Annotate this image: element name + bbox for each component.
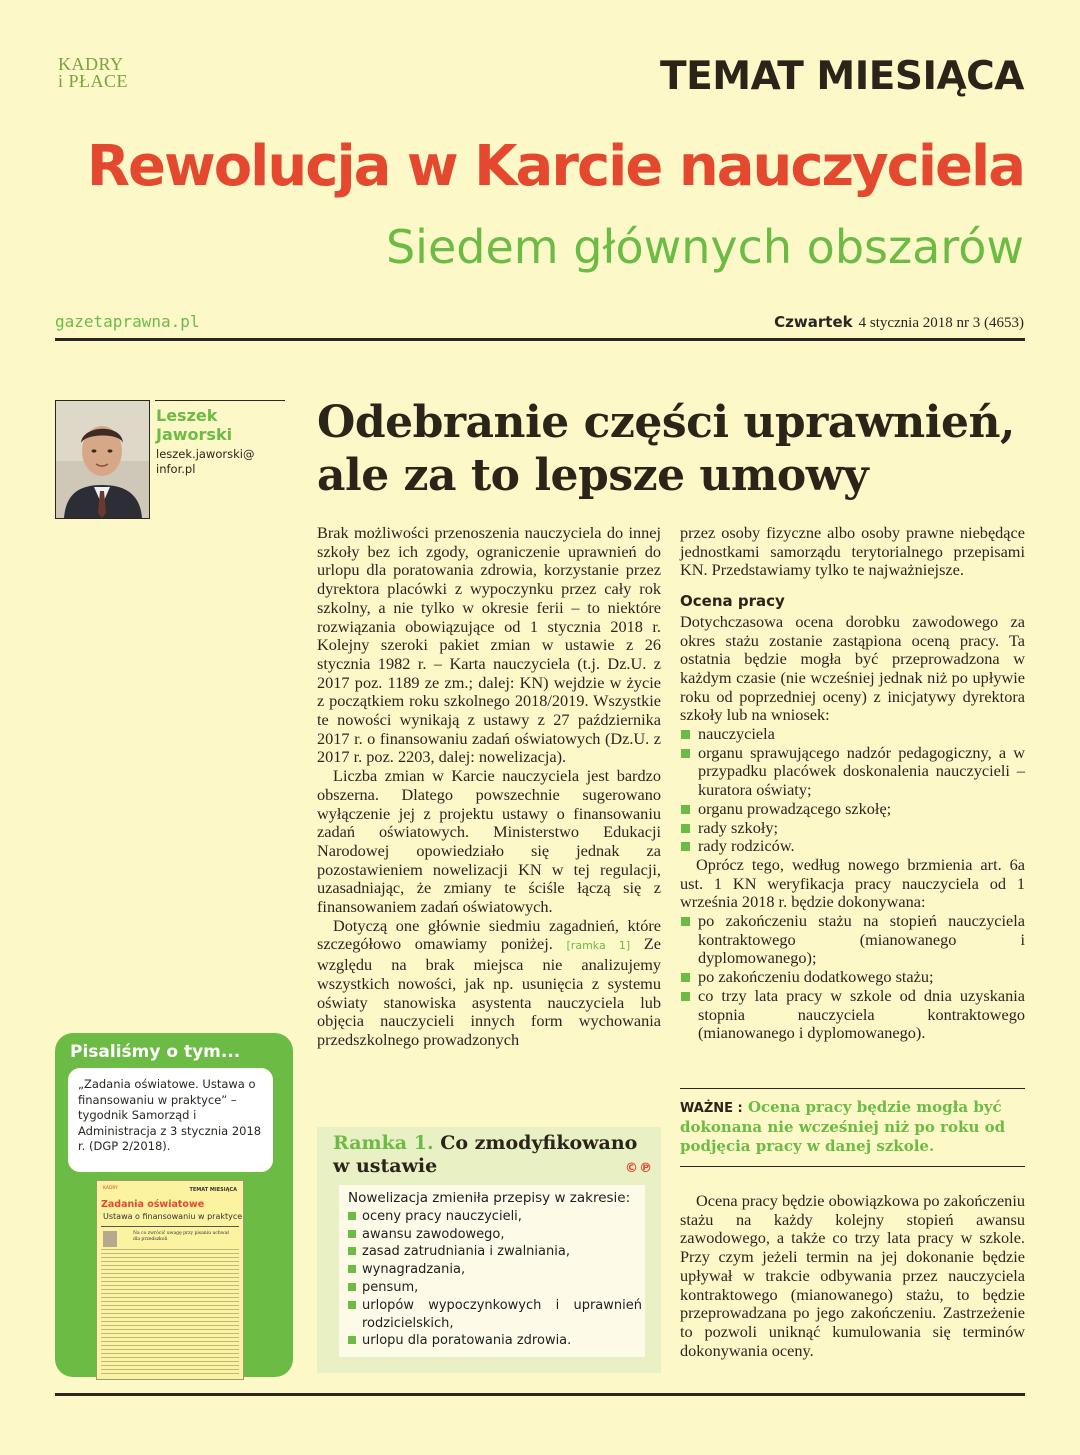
- info-box-heading: Co zmodyfikowano w ustawie: [333, 1132, 638, 1177]
- issue-day: Czwartek: [774, 313, 853, 331]
- issue-dateline: [774, 313, 1024, 332]
- info-box-lead: Nowelizacja zmieniła przepisy w zakresie:: [348, 1190, 631, 1206]
- paragraph-text: Ze względu na brak miejsca nie analizujemy wszystkich nowości, jak np. usunięcia z systemu oświaty stanowiska asystenta nauczyciela lub objęcia nauczycieli innych form wychowania przedszkolnego prowadzonych: [317, 934, 661, 1049]
- logo-line-1: KADRY: [58, 54, 124, 74]
- list-item: organu sprawującego nadzór pedagogiczny, a w przypadku placówek doskonalenia nauczycieli – kuratora oświaty;: [680, 744, 1025, 800]
- list-item: zasad zatrudniania i zwalniania,: [348, 1243, 642, 1261]
- thumbnail-title: Zadania oświatowe: [101, 1199, 205, 1210]
- callout-divider-top: [680, 1088, 1025, 1089]
- author-email[interactable]: [156, 447, 286, 477]
- author-name: [156, 406, 286, 444]
- list-item: rady szkoły;: [680, 819, 1025, 838]
- list-item: rady rodziców.: [680, 837, 1025, 856]
- author-email-line-1: leszek.jaworski@: [156, 447, 255, 461]
- bullet-list: [680, 912, 1025, 1043]
- list-item: nauczyciela: [680, 725, 1025, 744]
- section-heading: Ocena pracy: [680, 592, 785, 611]
- callout-text: Ocena pracy będzie mogła być dokonana nie wcześniej niż po roku od podjęcia pracy w danej szkole.: [680, 1098, 1006, 1155]
- box-reference-link[interactable]: [ramka 1]: [566, 939, 631, 953]
- author-portrait-icon: [56, 401, 149, 518]
- related-article-thumbnail[interactable]: [96, 1180, 244, 1380]
- author-photo: [55, 400, 150, 519]
- author-first-name: Leszek: [156, 406, 218, 425]
- paragraph: [317, 917, 661, 1050]
- issue-date: 4 stycznia 2018 nr 3 (4653): [858, 315, 1024, 331]
- paragraph: Liczba zmian w Karcie nauczyciela jest bardzo obszerna. Dlatego powszechnie sugerowano wyłączenie jej z projektu ustawy o finansowaniu zadań oświatowych. Ministerstwo Edukacji Narodowej opowiedziało się jednak za pozostawieniem nowelizacji KN w tej regulacji, uzasadniając, że zmiany te ściśle łączą się z finansowaniem zadań oświatowych.: [317, 766, 661, 917]
- list-item: pensum,: [348, 1279, 642, 1297]
- page-headline: Rewolucja w Karcie nauczyciela: [86, 134, 1024, 199]
- list-item: po zakończeniu stażu na stopień nauczyciela kontraktowego (mianowanego i dyplomowanego);: [680, 912, 1025, 968]
- list-item: oceny pracy nauczycieli,: [348, 1208, 642, 1226]
- article-title-line-1: Odebranie części uprawnień,: [317, 397, 1015, 448]
- info-box-content: [348, 1190, 642, 1350]
- info-box-title: [333, 1132, 653, 1178]
- author-last-name: Jaworski: [156, 425, 233, 444]
- thumbnail-text-lines: [101, 1249, 239, 1375]
- important-callout: [680, 1098, 1025, 1156]
- thumbnail-subtitle: Ustawa o finansowaniu w praktyce: [103, 1212, 243, 1221]
- footer-divider: [55, 1393, 1025, 1396]
- copyright-mark: ©℗: [625, 1161, 653, 1176]
- list-item: awansu zawodowego,: [348, 1226, 642, 1244]
- list-item: organu prowadzącego szkołę;: [680, 800, 1025, 819]
- paragraph-text: Dotyczą one głównie siedmiu zagadnień, które szczegółowo omawiamy poniżej.: [317, 915, 661, 954]
- paragraph: Brak możliwości przenoszenia nauczyciela do innej szkoły bez ich zgody, ograniczenie uprawnień do urlopu dla poratowania zdrowia, korzystanie przez dyrektora placówki z wypoczynku przez cały rok szkolny, a nie tylko w okresie ferii – to niektóre rozwiązania obowiązujące od 1 stycznia 2018 r. Kolejny szeroki pakiet zmian w ustawie z 26 stycznia 1982 r. – Karta nauczyciela (t.j. Dz.U. z 2017 poz. 1189 ze zm.; dalej: KN) wejdzie w życie z początkiem roku szkolnego 2018/2019. Wszystkie te nowości wynikają z ustawy z 27 października 2017 r. o finansowaniu zadań oświatowych (Dz.U. z 2017 r. poz. 2203, dalej: nowelizacja).: [317, 523, 661, 767]
- article-column-1: [317, 524, 661, 1050]
- thumbnail-heading: Na co zwrócić uwagę przy pisaniu uchwał dla przedszkoli: [133, 1231, 229, 1242]
- info-box-label: Ramka 1.: [333, 1132, 434, 1154]
- related-article-reference[interactable]: „Zadania oświatowe. Ustawa o finansowaniu w praktyce” – tygodnik Samorząd i Administracja z 3 stycznia 2018 r. (DGP 2/2018).: [78, 1077, 262, 1153]
- page-subheadline: Siedem głównych obszarów: [385, 220, 1024, 274]
- author-divider: [155, 400, 285, 401]
- list-item: wynagradzania,: [348, 1261, 642, 1279]
- section-label: TEMAT MIESIĄCA: [660, 54, 1024, 99]
- header-divider: [55, 338, 1025, 341]
- site-link[interactable]: gazetaprawna.pl: [55, 312, 200, 331]
- paragraph: Ocena pracy będzie obowiązkowa po zakończeniu stażu na każdy kolejny stopień awansu zawodowego, a także co trzy lata pracy w szkole. Przy czym jeżeli termin na jej dokonanie będzie upływał w trakcie odbywania przez nauczyciela kontraktowego (mianowanego) stażu, to będzie przeprowadzana po jego zakończeniu. Zastrzeżenie to pozwoli uniknąć kumulowania się terminów dokonywania oceny.: [680, 1191, 1025, 1360]
- info-box-list: [348, 1208, 642, 1350]
- article-title-line-2: ale za to lepsze umowy: [317, 450, 869, 501]
- paragraph: Oprócz tego, według nowego brzmienia art. 6a ust. 1 KN weryfikacja pracy nauczyciela od 1 września 2018 r. będzie dokonywana:: [680, 854, 1025, 912]
- paragraph: przez osoby fizyczne albo osoby prawne niebędące jednostkami samorządu terytorialnego przepisami KN. Przedstawiamy tylko te najważniejsze.: [680, 523, 1025, 580]
- list-item: urlopu dla poratowania zdrowia.: [348, 1332, 642, 1350]
- callout-divider-bottom: [680, 1166, 1025, 1167]
- list-item: po zakończeniu dodatkowego stażu;: [680, 968, 1025, 987]
- logo-line-2: i PŁACE: [58, 71, 129, 91]
- list-item: co trzy lata pracy w szkole od dnia uzyskania stopnia nauczyciela kontraktowego (mianowanego i dyplomowanego).: [680, 987, 1025, 1043]
- thumbnail-section: TEMAT MIESIĄCA: [189, 1187, 237, 1193]
- bullet-list: [680, 725, 1025, 856]
- article-column-2: [680, 524, 1025, 1043]
- related-articles-title: Pisaliśmy o tym...: [70, 1042, 241, 1062]
- thumbnail-divider: [101, 1226, 239, 1227]
- thumbnail-photo: [103, 1231, 117, 1247]
- publication-logo: [58, 56, 128, 90]
- callout-tag: WAŻNE :: [680, 1101, 743, 1116]
- paragraph: Dotychczasowa ocena dorobku zawodowego za okres stażu zostanie zastąpiona oceną pracy. Ta ostatnia będzie mogła być przeprowadzona w każdym czasie (nie wcześniej jednak niż po upływie roku od poprzedniej oceny) z inicjatywy dyrektora szkoły lub na wniosek:: [680, 611, 1025, 725]
- thumbnail-logo: KADRY: [103, 1186, 119, 1191]
- list-item: urlopów wypoczynkowych i uprawnień rodzicielskich,: [348, 1297, 642, 1333]
- article-title: [317, 396, 1027, 502]
- article-column-2-continued: [680, 1192, 1025, 1360]
- author-email-line-2: infor.pl: [156, 462, 196, 476]
